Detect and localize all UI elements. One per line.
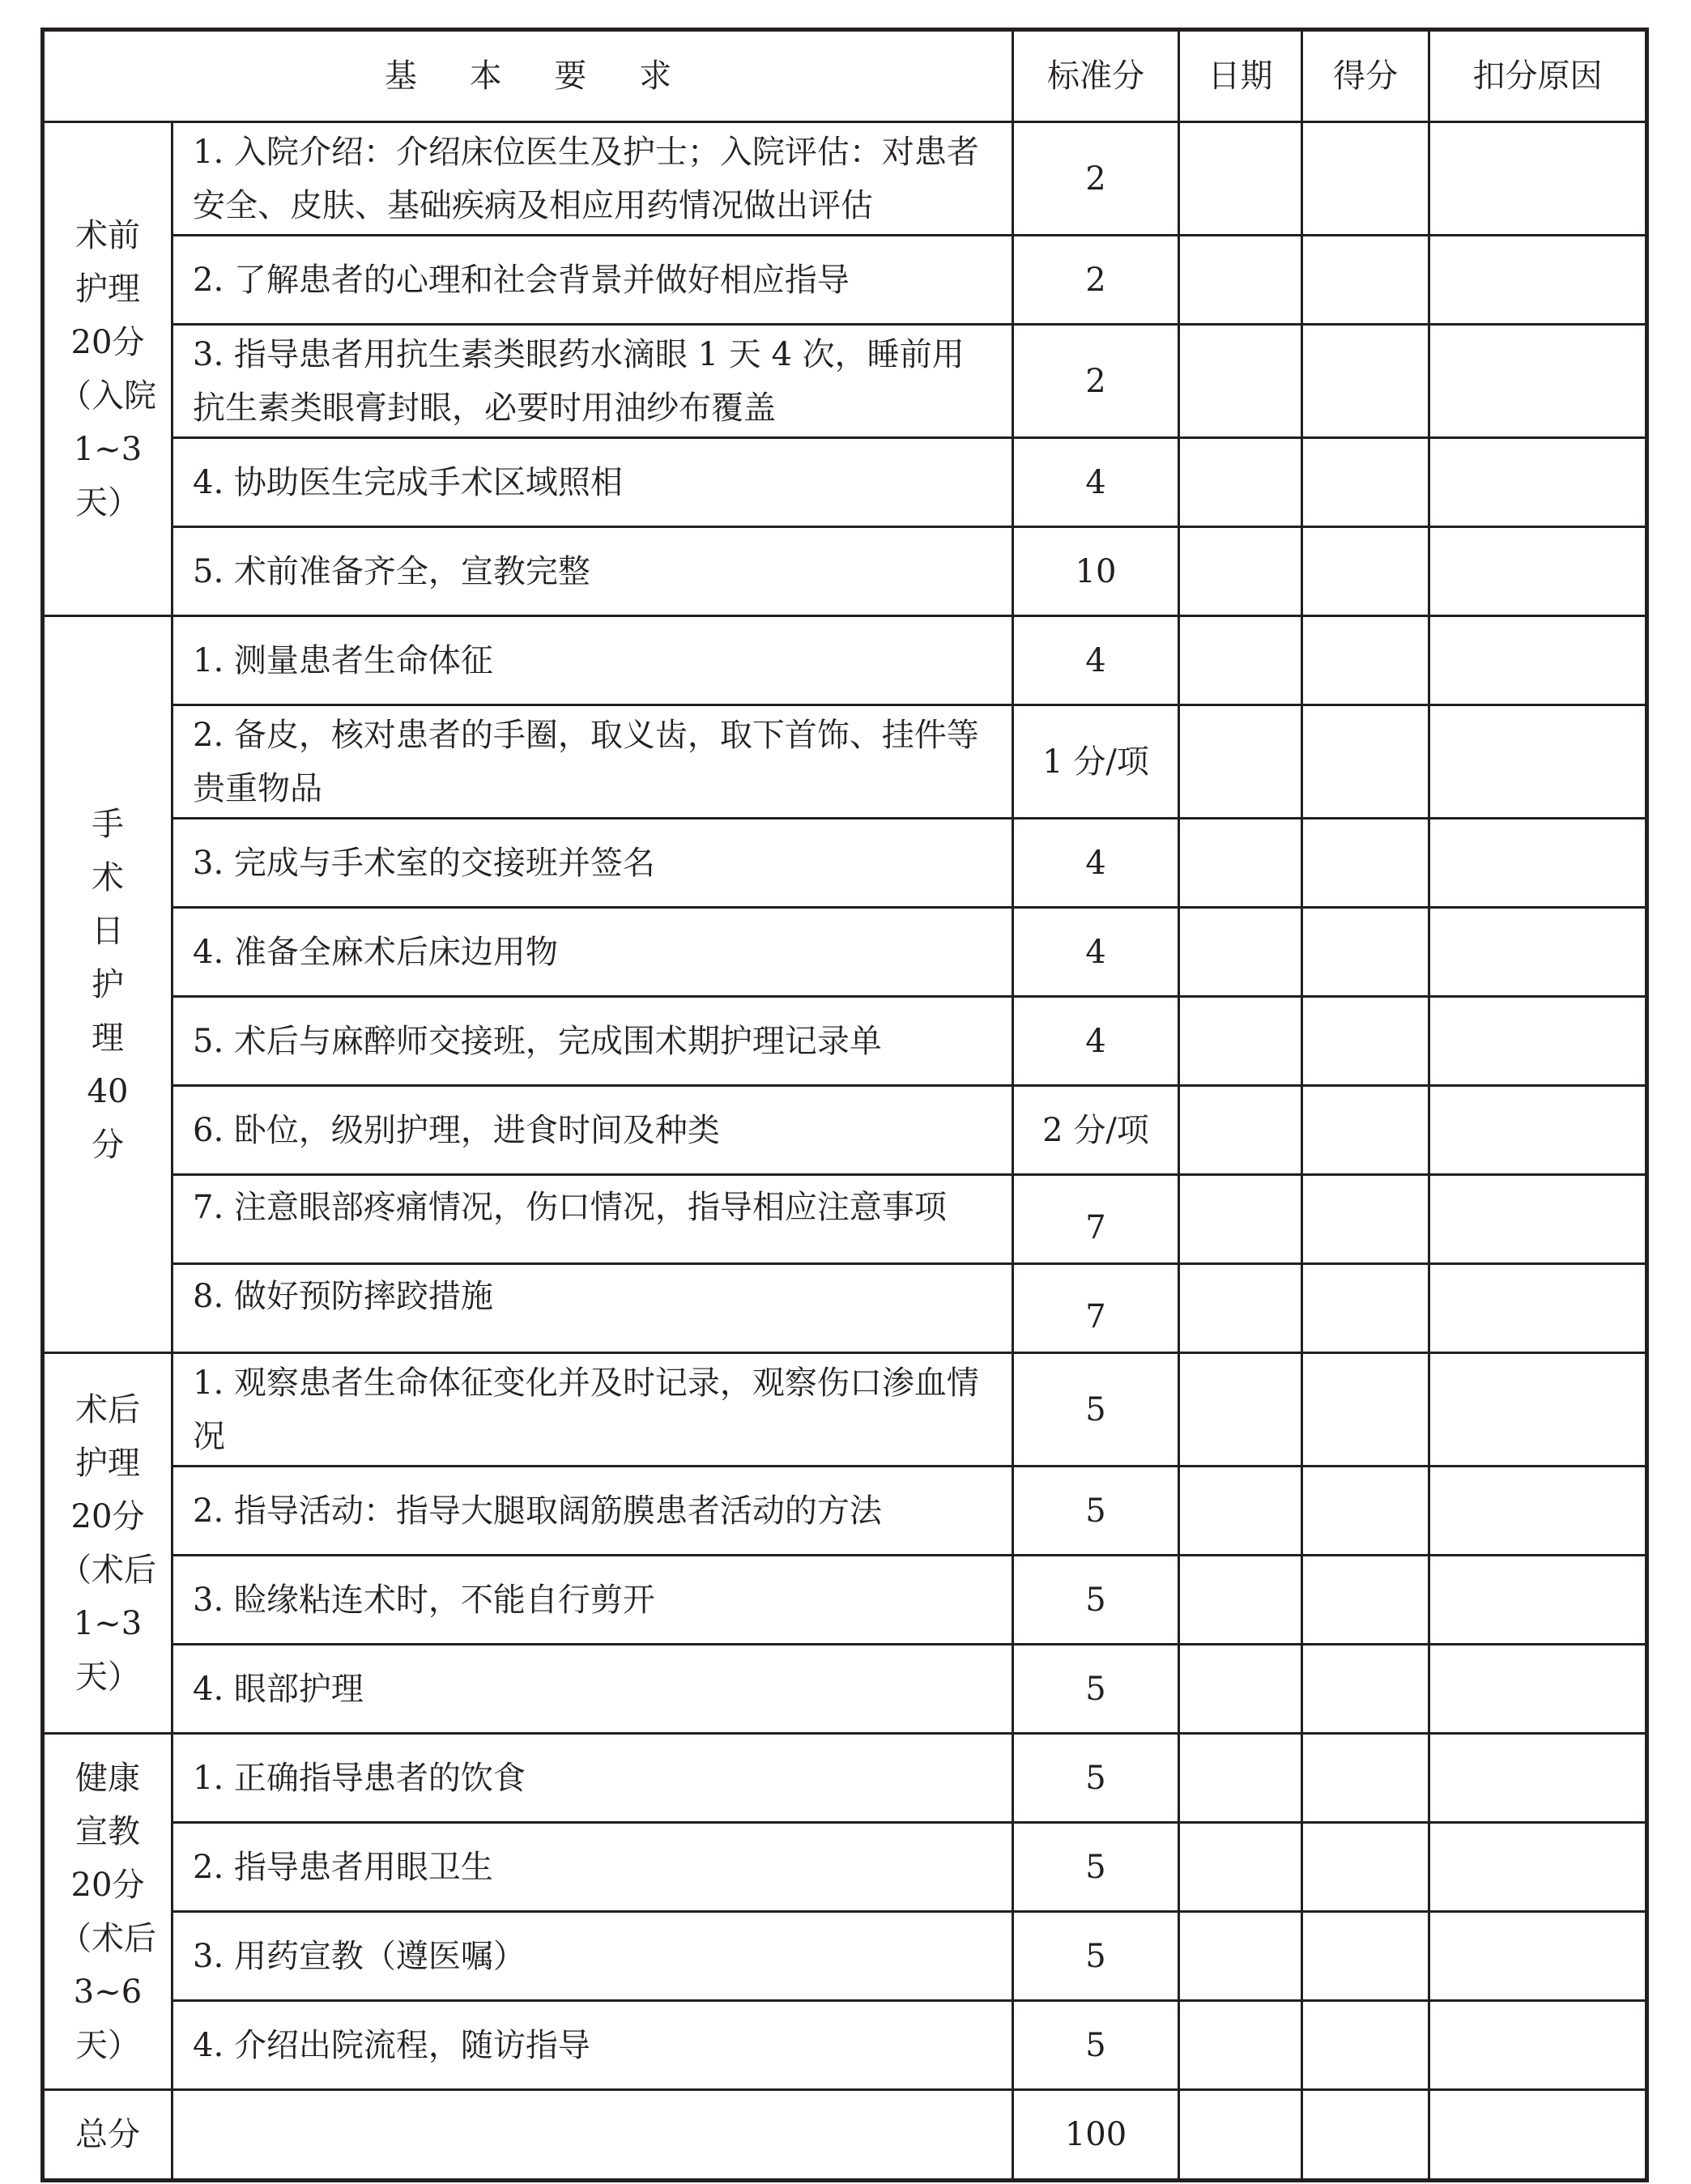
standard-score: 2 分/项 — [1013, 1086, 1179, 1175]
table-row — [43, 1086, 1647, 1175]
requirement-text: 2. 指导患者用眼卫生 — [173, 1823, 1013, 1912]
date-cell[interactable] — [1179, 908, 1302, 997]
deduction-reason-cell[interactable] — [1429, 1734, 1647, 1823]
earned-score-cell[interactable] — [1302, 1264, 1429, 1353]
deduction-reason-cell[interactable] — [1429, 1264, 1647, 1353]
category-line: 天） — [75, 2026, 140, 2064]
deduction-reason-cell[interactable] — [1429, 438, 1647, 527]
section-category — [43, 616, 173, 1353]
deduction-reason-cell[interactable] — [1429, 616, 1647, 705]
category-line: 1~3 — [73, 430, 143, 468]
standard-score: 2 — [1013, 325, 1179, 438]
earned-score-cell[interactable] — [1302, 1353, 1429, 1467]
requirement-text: 6. 卧位，级别护理，进食时间及种类 — [173, 1086, 1013, 1175]
category-line: 手 — [92, 805, 124, 843]
total-label: 总分 — [43, 2090, 173, 2181]
deduction-reason-cell[interactable] — [1429, 1467, 1647, 1556]
table-row — [43, 1264, 1647, 1353]
earned-score-cell[interactable] — [1302, 1175, 1429, 1264]
category-line: 日 — [92, 912, 124, 950]
requirement-text: 3. 指导患者用抗生素类眼药水滴眼 1 天 4 次，睡前用抗生素类眼膏封眼，必要时用油纱布覆盖 — [173, 325, 1013, 438]
earned-score-cell[interactable] — [1302, 1734, 1429, 1823]
standard-score: 5 — [1013, 1645, 1179, 1734]
date-cell[interactable] — [1179, 1086, 1302, 1175]
earned-score-cell[interactable] — [1302, 527, 1429, 616]
table-row — [43, 997, 1647, 1086]
table-row — [43, 1823, 1647, 1912]
standard-score: 4 — [1013, 616, 1179, 705]
header-row — [43, 30, 1647, 122]
earned-score-cell[interactable] — [1302, 705, 1429, 819]
deduction-reason-cell[interactable] — [1429, 1823, 1647, 1912]
standard-score: 5 — [1013, 1912, 1179, 2001]
category-line: 20分 — [70, 323, 145, 361]
table-row — [43, 908, 1647, 997]
deduction-reason-cell[interactable] — [1429, 122, 1647, 236]
deduction-reason-cell[interactable] — [1429, 325, 1647, 438]
earned-score-cell[interactable] — [1302, 236, 1429, 325]
requirement-text: 4. 介绍出院流程，随访指导 — [173, 2001, 1013, 2090]
standard-score: 4 — [1013, 438, 1179, 527]
standard-score: 5 — [1013, 1823, 1179, 1912]
category-line: 天） — [75, 1658, 140, 1696]
standard-score: 5 — [1013, 2001, 1179, 2090]
date-cell[interactable] — [1179, 1912, 1302, 2001]
standard-score: 7 — [1013, 1264, 1179, 1353]
header-date: 日期 — [1179, 30, 1302, 122]
category-line: 20分 — [70, 1866, 145, 1904]
category-line: （术后 — [59, 1551, 156, 1589]
section-category — [43, 1734, 173, 2090]
category-line: 3~6 — [73, 1973, 143, 2011]
deduction-reason-cell[interactable] — [1429, 527, 1647, 616]
date-cell[interactable] — [1179, 438, 1302, 527]
earned-score-cell[interactable] — [1302, 616, 1429, 705]
date-cell[interactable] — [1179, 1467, 1302, 1556]
section-category — [43, 1353, 173, 1734]
table-row — [43, 819, 1647, 908]
total-requirements-cell — [173, 2090, 1013, 2181]
date-cell[interactable] — [1179, 325, 1302, 438]
date-cell[interactable] — [1179, 1264, 1302, 1353]
standard-score: 2 — [1013, 236, 1179, 325]
standard-score: 5 — [1013, 1353, 1179, 1467]
category-line: 术前 — [75, 216, 140, 254]
table-row — [43, 705, 1647, 819]
date-cell[interactable] — [1179, 1734, 1302, 1823]
earned-score-cell[interactable] — [1302, 325, 1429, 438]
table-row — [43, 236, 1647, 325]
date-cell[interactable] — [1179, 2001, 1302, 2090]
date-cell[interactable] — [1179, 1645, 1302, 1734]
earned-score-cell[interactable] — [1302, 1912, 1429, 2001]
standard-score: 4 — [1013, 819, 1179, 908]
requirement-text: 3. 用药宣教（遵医嘱） — [173, 1912, 1013, 2001]
header-requirements: 基 本 要 求 — [43, 30, 1013, 122]
requirement-text: 1. 入院介绍：介绍床位医生及护士；入院评估：对患者安全、皮肤、基础疾病及相应用药情况做出评估 — [173, 122, 1013, 236]
header-score: 得分 — [1302, 30, 1429, 122]
date-cell[interactable] — [1179, 616, 1302, 705]
requirement-text: 5. 术前准备齐全，宣教完整 — [173, 527, 1013, 616]
date-cell[interactable] — [1179, 997, 1302, 1086]
category-line: （入院 — [59, 377, 156, 415]
date-cell[interactable] — [1179, 236, 1302, 325]
standard-score: 5 — [1013, 1734, 1179, 1823]
deduction-reason-cell[interactable] — [1429, 908, 1647, 997]
date-cell[interactable] — [1179, 1823, 1302, 1912]
category-line: 分 — [92, 1126, 124, 1164]
table-row — [43, 1912, 1647, 2001]
deduction-reason-cell[interactable] — [1429, 2001, 1647, 2090]
category-line: 理 — [92, 1019, 124, 1057]
standard-score: 1 分/项 — [1013, 705, 1179, 819]
date-cell[interactable] — [1179, 705, 1302, 819]
deduction-reason-cell[interactable] — [1429, 819, 1647, 908]
date-cell[interactable] — [1179, 819, 1302, 908]
table-row — [43, 1556, 1647, 1645]
category-line: 宣教 — [75, 1812, 140, 1850]
standard-score: 5 — [1013, 1467, 1179, 1556]
requirement-text: 1. 测量患者生命体征 — [173, 616, 1013, 705]
category-line: 护 — [92, 965, 124, 1003]
earned-score-cell[interactable] — [1302, 819, 1429, 908]
total-earned-cell[interactable] — [1302, 2090, 1429, 2181]
table-row — [43, 1467, 1647, 1556]
earned-score-cell[interactable] — [1302, 1645, 1429, 1734]
earned-score-cell[interactable] — [1302, 1086, 1429, 1175]
table-row — [43, 616, 1647, 705]
earned-score-cell[interactable] — [1302, 438, 1429, 527]
category-line: 20分 — [70, 1497, 145, 1535]
requirement-text: 3. 睑缘粘连术时，不能自行剪开 — [173, 1556, 1013, 1645]
category-line: （术后 — [59, 1919, 156, 1957]
requirement-text: 7. 注意眼部疼痛情况，伤口情况，指导相应注意事项 — [173, 1175, 1013, 1264]
standard-score: 5 — [1013, 1556, 1179, 1645]
table-row — [43, 438, 1647, 527]
earned-score-cell[interactable] — [1302, 908, 1429, 997]
date-cell[interactable] — [1179, 1353, 1302, 1467]
requirement-text: 4. 眼部护理 — [173, 1645, 1013, 1734]
deduction-reason-cell[interactable] — [1429, 997, 1647, 1086]
deduction-reason-cell[interactable] — [1429, 1175, 1647, 1264]
category-line: 健康 — [75, 1759, 140, 1797]
earned-score-cell[interactable] — [1302, 1556, 1429, 1645]
requirement-text: 1. 正确指导患者的饮食 — [173, 1734, 1013, 1823]
standard-score: 4 — [1013, 997, 1179, 1086]
total-score: 100 — [1013, 2090, 1179, 2181]
requirement-text: 2. 备皮，核对患者的手圈，取义齿，取下首饰、挂件等贵重物品 — [173, 705, 1013, 819]
total-date-cell[interactable] — [1179, 2090, 1302, 2181]
table-row — [43, 1175, 1647, 1264]
category-line: 1~3 — [73, 1604, 143, 1642]
header-deduction-reason: 扣分原因 — [1429, 30, 1647, 122]
requirement-text: 2. 了解患者的心理和社会背景并做好相应指导 — [173, 236, 1013, 325]
earned-score-cell[interactable] — [1302, 2001, 1429, 2090]
earned-score-cell[interactable] — [1302, 1467, 1429, 1556]
header-standard-score: 标准分 — [1013, 30, 1179, 122]
table-row — [43, 1353, 1647, 1467]
requirement-text: 1. 观察患者生命体征变化并及时记录，观察伤口渗血情况 — [173, 1353, 1013, 1467]
deduction-reason-cell[interactable] — [1429, 1556, 1647, 1645]
requirement-text: 2. 指导活动：指导大腿取阔筋膜患者活动的方法 — [173, 1467, 1013, 1556]
standard-score: 4 — [1013, 908, 1179, 997]
category-line: 术 — [92, 858, 124, 896]
category-line: 40 — [87, 1072, 129, 1110]
category-line: 术后 — [75, 1390, 140, 1428]
category-line: 护理 — [75, 1444, 140, 1482]
standard-score: 2 — [1013, 122, 1179, 236]
table-row — [43, 325, 1647, 438]
table-row — [43, 2001, 1647, 2090]
deduction-reason-cell[interactable] — [1429, 1912, 1647, 2001]
earned-score-cell[interactable] — [1302, 1823, 1429, 1912]
deduction-reason-cell[interactable] — [1429, 236, 1647, 325]
standard-score: 7 — [1013, 1175, 1179, 1264]
date-cell[interactable] — [1179, 1175, 1302, 1264]
date-cell[interactable] — [1179, 527, 1302, 616]
deduction-reason-cell[interactable] — [1429, 1645, 1647, 1734]
standard-score: 10 — [1013, 527, 1179, 616]
requirement-text: 8. 做好预防摔跤措施 — [173, 1264, 1013, 1353]
date-cell[interactable] — [1179, 1556, 1302, 1645]
total-reason-cell[interactable] — [1429, 2090, 1647, 2181]
earned-score-cell[interactable] — [1302, 997, 1429, 1086]
requirement-text: 4. 协助医生完成手术区域照相 — [173, 438, 1013, 527]
table-row — [43, 122, 1647, 236]
deduction-reason-cell[interactable] — [1429, 1086, 1647, 1175]
deduction-reason-cell[interactable] — [1429, 705, 1647, 819]
category-line: 天） — [75, 483, 140, 522]
table-row — [43, 1734, 1647, 1823]
requirement-text: 3. 完成与手术室的交接班并签名 — [173, 819, 1013, 908]
table-row — [43, 1645, 1647, 1734]
nursing-assessment-table — [40, 28, 1649, 2182]
requirement-text: 4. 准备全麻术后床边用物 — [173, 908, 1013, 997]
section-category — [43, 122, 173, 616]
table-row — [43, 527, 1647, 616]
category-line: 护理 — [75, 270, 140, 308]
requirement-text: 5. 术后与麻醉师交接班，完成围术期护理记录单 — [173, 997, 1013, 1086]
deduction-reason-cell[interactable] — [1429, 1353, 1647, 1467]
total-row — [43, 2090, 1647, 2181]
earned-score-cell[interactable] — [1302, 122, 1429, 236]
date-cell[interactable] — [1179, 122, 1302, 236]
